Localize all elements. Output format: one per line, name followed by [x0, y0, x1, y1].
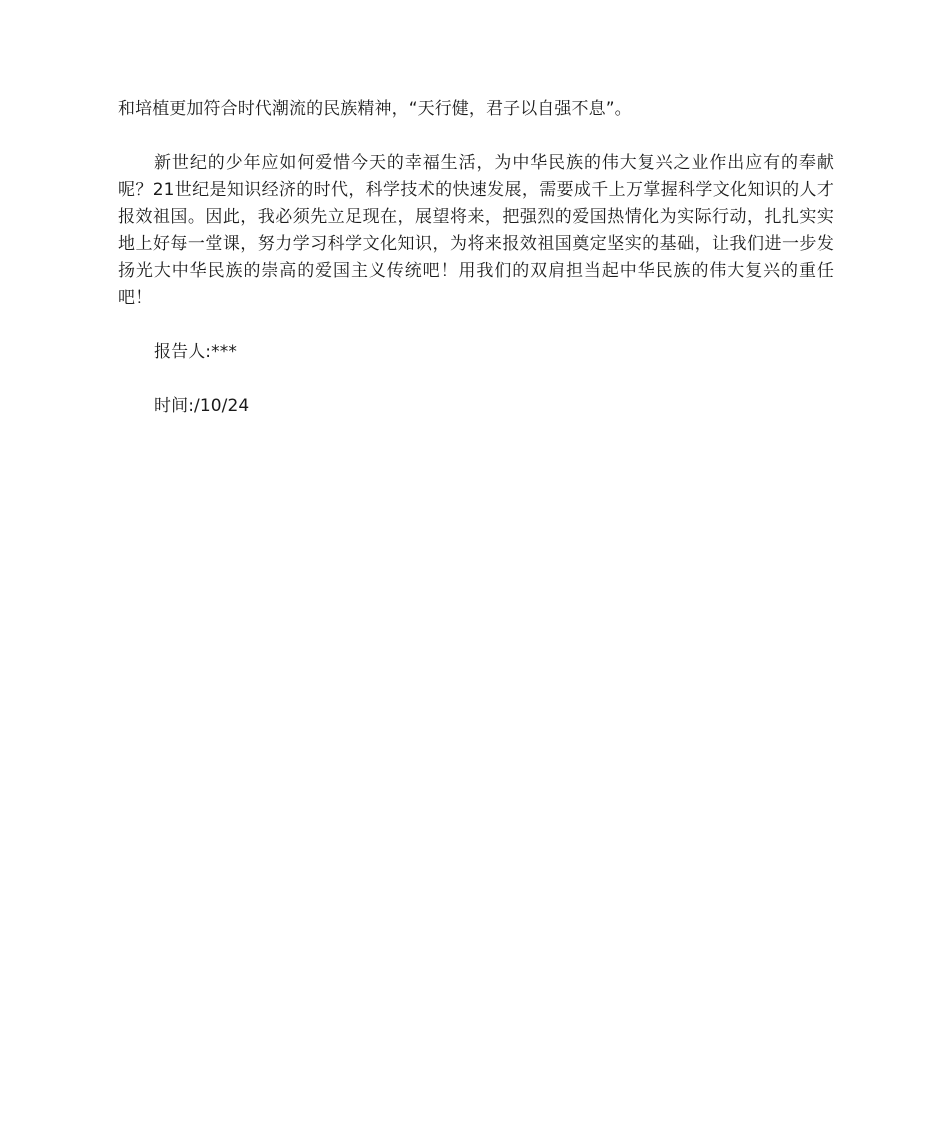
document-page — [118, 96, 834, 420]
paragraph-continuation: 和培植更加符合时代潮流的民族精神，“天行健，君子以自强不息”。 — [118, 99, 632, 119]
paragraph-main: 新世纪的少年应如何爱惜今天的幸福生活，为中华民族的伟大复兴之业作出应有的奉献呢？21世纪是知识经济的时代，科学技术的快速发展，需要成千上万掌握科学文化知识的人才报效祖国。因此，我必须先立足现在，展望将来，把强烈的爱国热情化为实际行动，扎扎实实地上好每一堂课，努力学习科学文化知识，为将来报效祖国奠定坚实的基础，让我们进一步发扬光大中华民族的崇高的爱国主义传统吧！用我们的双肩担当起中华民族的伟大复兴的重任吧！ — [118, 153, 834, 308]
time-line: 时间:/10/24 — [154, 396, 250, 416]
reporter-line: 报告人:*** — [154, 342, 237, 362]
